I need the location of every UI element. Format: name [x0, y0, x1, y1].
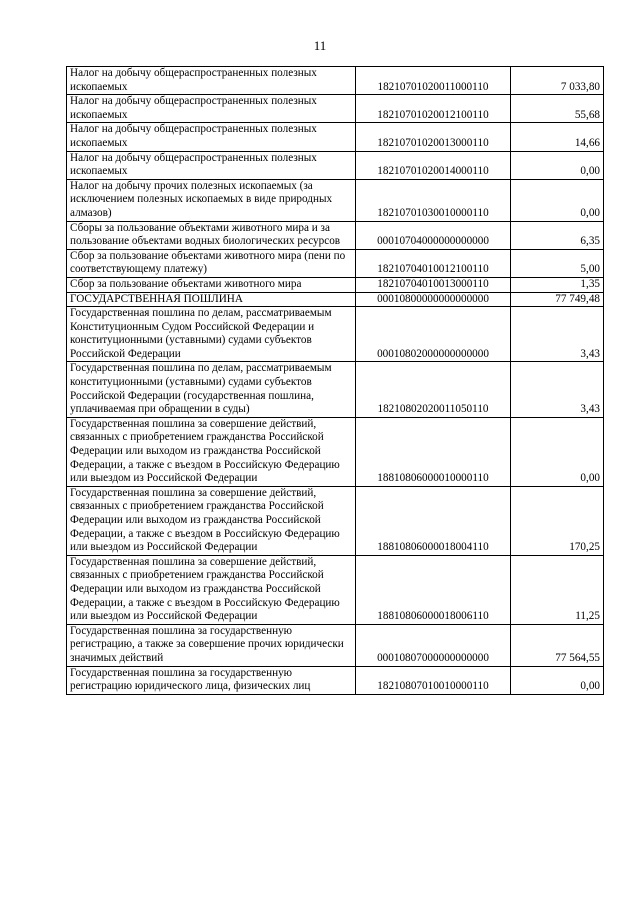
revenue-name-cell: Налог на добычу общераспространенных полезных ископаемых [67, 123, 356, 151]
budget-code-cell: 18810806000010000110 [356, 417, 511, 486]
revenue-name-cell: Налог на добычу общераспространенных полезных ископаемых [67, 151, 356, 179]
revenue-name-cell: Государственная пошлина по делам, рассматриваемым Конституционным Судом Российской Федерации и конституционными (уставными) судами субъектов Российской Федерации [67, 307, 356, 362]
budget-code-cell: 18210802020011050110 [356, 362, 511, 417]
amount-cell: 5,00 [511, 249, 604, 277]
table-row [67, 221, 604, 249]
amount-cell: 6,35 [511, 221, 604, 249]
budget-code-cell: 00010807000000000000 [356, 624, 511, 666]
budget-code-cell: 18210704010012100110 [356, 249, 511, 277]
budget-code-cell: 00010704000000000000 [356, 221, 511, 249]
budget-code-cell: 18210701020013000110 [356, 123, 511, 151]
revenue-name-cell: Сбор за пользование объектами животного мира [67, 277, 356, 292]
table-row [67, 666, 604, 694]
budget-code-cell: 00010802000000000000 [356, 307, 511, 362]
revenue-name-cell: Государственная пошлина за совершение действий, связанных с приобретением гражданства Российской Федерации или выходом из гражданства Российской Федерации, а также с въездом в Российскую Федерацию или выездом из Российской Федерации [67, 417, 356, 486]
revenue-name-cell: Государственная пошлина за совершение действий, связанных с приобретением гражданства Российской Федерации или выходом из гражданства Российской Федерации, а также с въездом в Российскую Федерацию или выездом из Российской Федерации [67, 555, 356, 624]
amount-cell: 0,00 [511, 666, 604, 694]
revenue-name-cell: Государственная пошлина за государственную регистрацию юридического лица, физических лиц [67, 666, 356, 694]
budget-code-cell: 18210701030010000110 [356, 179, 511, 221]
revenue-name-cell: ГОСУДАРСТВЕННАЯ ПОШЛИНА [67, 292, 356, 307]
table-row [67, 292, 604, 307]
budget-code-cell: 00010800000000000000 [356, 292, 511, 307]
amount-cell: 3,43 [511, 362, 604, 417]
revenue-name-cell: Налог на добычу общераспространенных полезных ископаемых [67, 67, 356, 95]
budget-code-cell: 18210704010013000110 [356, 277, 511, 292]
revenue-name-cell: Государственная пошлина за государственную регистрацию, а также за совершение прочих юридически значимых действий [67, 624, 356, 666]
table-row [67, 179, 604, 221]
revenue-name-cell: Сборы за пользование объектами животного мира и за пользование объектами водных биологических ресурсов [67, 221, 356, 249]
budget-code-cell: 18810806000018006110 [356, 555, 511, 624]
amount-cell: 7 033,80 [511, 67, 604, 95]
revenue-name-cell: Сбор за пользование объектами животного мира (пени по соответствующему платежу) [67, 249, 356, 277]
table-row [67, 555, 604, 624]
amount-cell: 0,00 [511, 151, 604, 179]
amount-cell: 77 564,55 [511, 624, 604, 666]
table-row [67, 486, 604, 555]
budget-code-cell: 18210701020011000110 [356, 67, 511, 95]
revenue-name-cell: Государственная пошлина по делам, рассматриваемым конституционными (уставными) судами субъектов Российской Федерации (государственная пошлина, уплачиваемая при обращении в суды) [67, 362, 356, 417]
amount-cell: 0,00 [511, 179, 604, 221]
table-row [67, 123, 604, 151]
amount-cell: 1,35 [511, 277, 604, 292]
table-row [67, 249, 604, 277]
table-row [67, 67, 604, 95]
table-row [67, 95, 604, 123]
budget-revenue-table [66, 66, 604, 695]
amount-cell: 170,25 [511, 486, 604, 555]
table-body [67, 67, 604, 695]
table-row [67, 151, 604, 179]
table-row [67, 624, 604, 666]
budget-code-cell: 18210807010010000110 [356, 666, 511, 694]
amount-cell: 11,25 [511, 555, 604, 624]
amount-cell: 77 749,48 [511, 292, 604, 307]
revenue-name-cell: Налог на добычу прочих полезных ископаемых (за исключением полезных ископаемых в виде природных алмазов) [67, 179, 356, 221]
amount-cell: 0,00 [511, 417, 604, 486]
page-number: 11 [313, 38, 327, 53]
table-row [67, 362, 604, 417]
revenue-name-cell: Государственная пошлина за совершение действий, связанных с приобретением гражданства Российской Федерации или выходом из гражданства Российской Федерации, а также с въездом в Российскую Федерацию или выездом из Российской Федерации [67, 486, 356, 555]
amount-cell: 14,66 [511, 123, 604, 151]
budget-code-cell: 18210701020014000110 [356, 151, 511, 179]
budget-code-cell: 18810806000018004110 [356, 486, 511, 555]
amount-cell: 55,68 [511, 95, 604, 123]
budget-code-cell: 18210701020012100110 [356, 95, 511, 123]
table-row [67, 307, 604, 362]
table-row [67, 277, 604, 292]
revenue-name-cell: Налог на добычу общераспространенных полезных ископаемых [67, 95, 356, 123]
amount-cell: 3,43 [511, 307, 604, 362]
table-row [67, 417, 604, 486]
